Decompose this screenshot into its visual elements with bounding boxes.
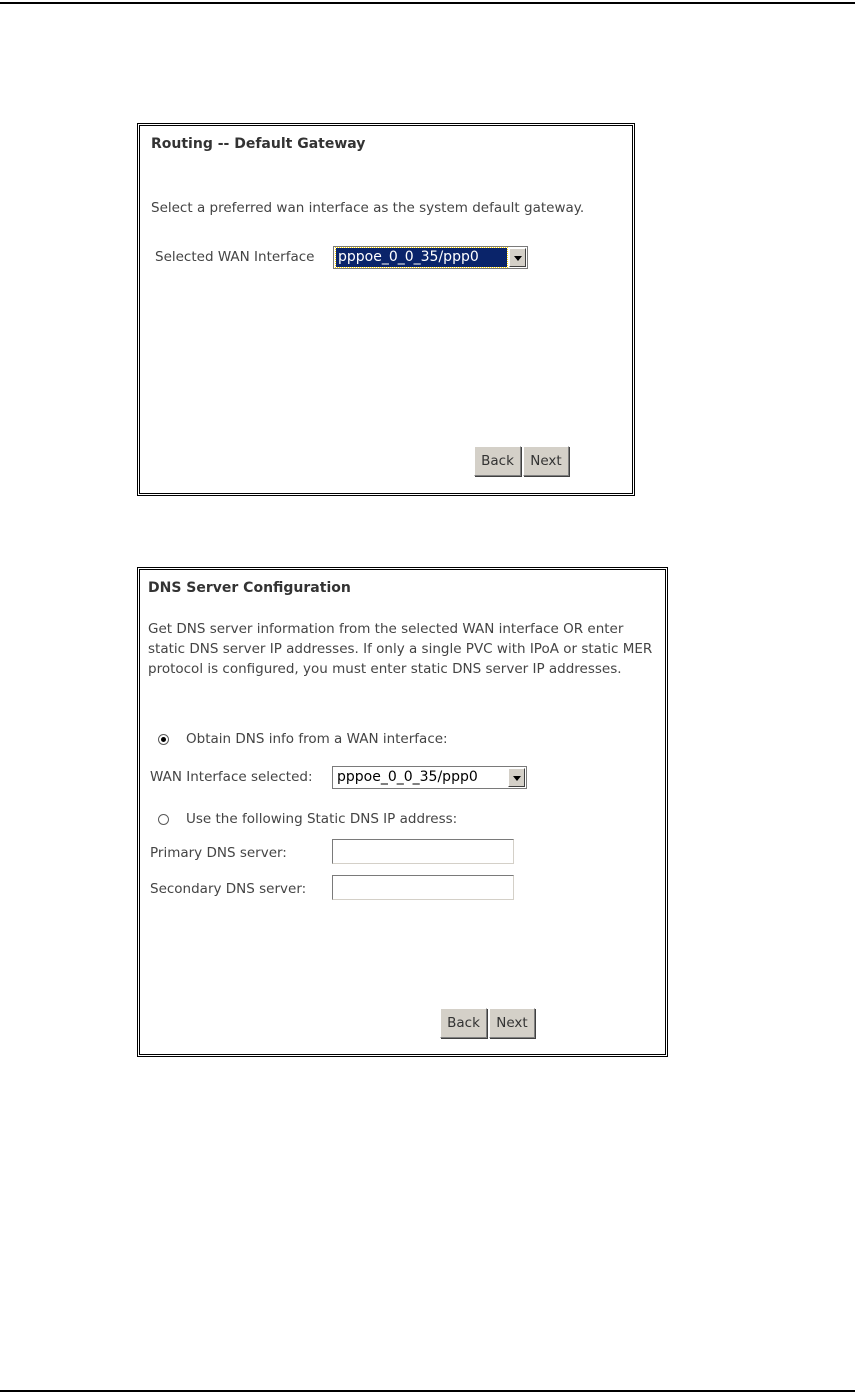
static-dns-radio[interactable] [158, 814, 169, 825]
secondary-dns-input[interactable] [332, 875, 514, 900]
dns-server-configuration-panel [137, 567, 668, 1057]
routing-description: Select a preferred wan interface as the system default gateway. [151, 200, 585, 216]
next-button[interactable]: Next [489, 1008, 535, 1038]
obtain-dns-label: Obtain DNS info from a WAN interface: [186, 731, 448, 747]
routing-panel-title: Routing -- Default Gateway [151, 136, 366, 152]
primary-dns-label: Primary DNS server: [150, 845, 287, 861]
selected-wan-interface-select[interactable] [333, 246, 528, 269]
back-button[interactable]: Back [440, 1008, 487, 1038]
wan-interface-select-value: pppoe_0_0_35/ppp0 [337, 769, 478, 785]
page-top-rule [0, 2, 855, 4]
selected-wan-interface-label: Selected WAN Interface [155, 249, 315, 265]
selected-wan-interface-value: pppoe_0_0_35/ppp0 [336, 248, 507, 267]
static-dns-label: Use the following Static DNS IP address: [186, 811, 458, 827]
wan-interface-select[interactable] [332, 766, 527, 789]
secondary-dns-label: Secondary DNS server: [150, 881, 307, 897]
primary-dns-input[interactable] [332, 839, 514, 864]
dropdown-arrow-icon[interactable] [509, 248, 526, 267]
obtain-dns-radio[interactable] [158, 734, 169, 745]
page-bottom-rule [0, 1390, 855, 1392]
next-button[interactable]: Next [523, 446, 569, 476]
dropdown-arrow-icon[interactable] [508, 768, 525, 787]
routing-default-gateway-panel [137, 123, 635, 496]
back-button[interactable]: Back [474, 446, 521, 476]
wan-interface-selected-label: WAN Interface selected: [150, 769, 313, 785]
dns-description: Get DNS server information from the selected WAN interface OR enter static DNS server IP addresses. If only a single PVC with IPoA or static MER protocol is configured, you must enter static DNS server IP addresses. [148, 621, 653, 677]
dns-panel-title: DNS Server Configuration [148, 580, 351, 596]
